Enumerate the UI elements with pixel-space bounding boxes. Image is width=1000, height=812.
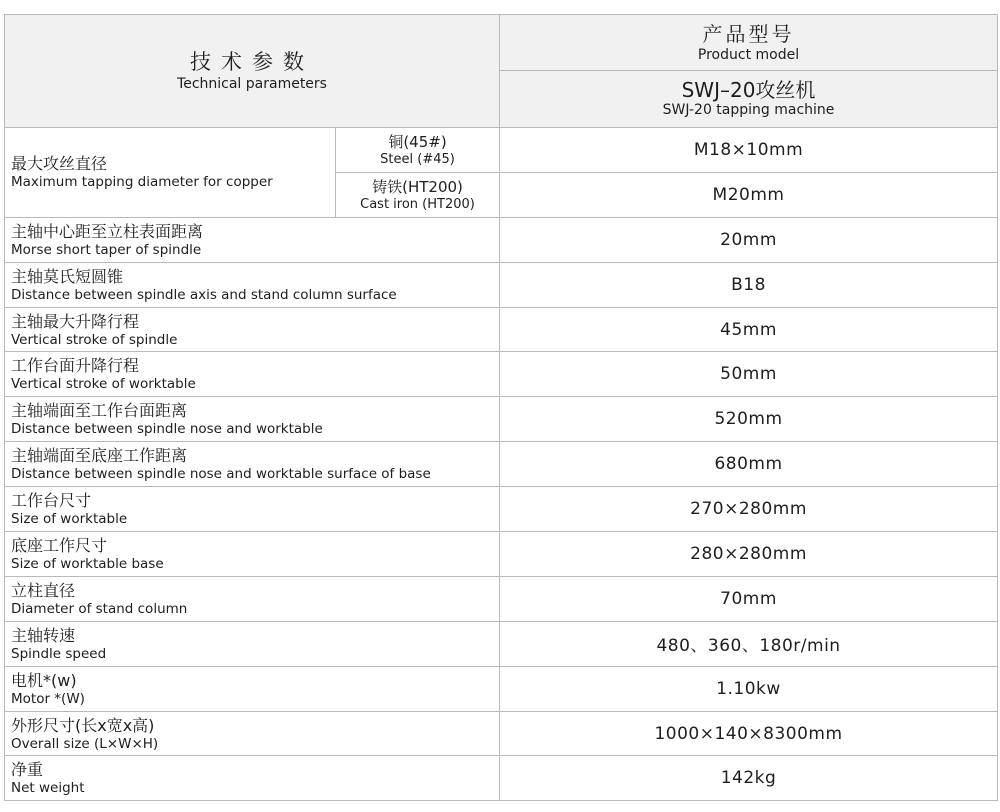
row-label-en: Size of worktable <box>11 511 128 528</box>
row-label-zh: 外形尺寸(长x宽x高) <box>11 715 155 735</box>
model-name-en: SWJ-20 tapping machine <box>662 102 835 118</box>
sub-label-zh: 铜(45#) <box>388 132 447 151</box>
table-row <box>5 621 998 666</box>
table-row <box>5 397 998 442</box>
row-label-en: Size of worktable base <box>11 555 164 572</box>
table-row <box>5 711 998 756</box>
row-value: M18×10mm <box>500 128 998 173</box>
sub-label-en: Steel (#45) <box>380 151 455 167</box>
row-value: B18 <box>500 262 998 307</box>
iron-sub-cell <box>336 172 500 217</box>
row-value: 142kg <box>500 756 998 801</box>
row-label-zh: 主轴端面至底座工作距离 <box>11 446 188 466</box>
row-value: 480、360、180r/min <box>500 621 998 666</box>
row-label-zh: 主轴莫氏短圆锥 <box>11 266 124 286</box>
row-value: 1000×140×8300mm <box>500 711 998 756</box>
header-row-top <box>5 15 998 71</box>
row-value: 1.10kw <box>500 666 998 711</box>
row-label-cell <box>5 711 500 756</box>
model-title-en: Product model <box>697 46 800 63</box>
row-label-zh: 立柱直径 <box>11 580 76 600</box>
row-label-cell <box>5 397 500 442</box>
sub-label-en: Cast iron (HT200) <box>360 196 475 212</box>
model-name: SWJ–20攻丝机 <box>681 78 816 102</box>
table-row <box>5 217 998 262</box>
row-label-en: Maximum tapping diameter for copper <box>11 174 273 191</box>
row-label-en: Net weight <box>11 780 85 797</box>
row-label-en: Distance between spindle nose and worktable surface of base <box>11 466 431 483</box>
row-label-zh: 底座工作尺寸 <box>11 535 108 555</box>
table-row <box>5 666 998 711</box>
row-label-en: Spindle speed <box>11 645 107 662</box>
model-header-cell <box>500 15 998 71</box>
params-title-zh: 技术参数 <box>190 50 314 74</box>
table-row <box>5 756 998 801</box>
row-label-cell <box>5 621 500 666</box>
row-label-zh: 主轴转速 <box>11 625 76 645</box>
row-label-cell <box>5 217 500 262</box>
row-label-zh: 工作台尺寸 <box>11 491 92 511</box>
row-label-en: Vertical stroke of worktable <box>11 376 196 393</box>
params-title-en: Technical parameters <box>177 76 327 92</box>
table-row <box>5 307 998 352</box>
row-label-cell <box>5 442 500 487</box>
row-label-cell <box>5 666 500 711</box>
row-value: 45mm <box>500 307 998 352</box>
row-value: 270×280mm <box>500 487 998 532</box>
model-title-zh: 产品型号 <box>702 21 795 46</box>
table-row <box>5 532 998 577</box>
params-header-cell <box>5 15 500 128</box>
row-label-cell <box>5 487 500 532</box>
table-row <box>5 262 998 307</box>
row-value: 520mm <box>500 397 998 442</box>
row-label-cell <box>5 756 500 801</box>
row-label-cell <box>5 262 500 307</box>
table-row <box>5 128 998 173</box>
row-value: 20mm <box>500 217 998 262</box>
row-label-zh: 主轴最大升降行程 <box>11 311 140 331</box>
row-label-en: Morse short taper of spindle <box>11 241 202 258</box>
row-value: 50mm <box>500 352 998 397</box>
table-row <box>5 487 998 532</box>
row-label-en: Vertical stroke of spindle <box>11 331 178 348</box>
row-label-cell <box>5 307 500 352</box>
row-label-en: Overall size (L×W×H) <box>11 735 159 752</box>
steel-sub-cell <box>336 128 500 173</box>
row-label-cell <box>5 352 500 397</box>
spec-table <box>4 14 998 801</box>
table-row <box>5 352 998 397</box>
table-row <box>5 442 998 487</box>
row-label-en: Distance between spindle nose and worktable <box>11 421 323 438</box>
max-tap-label-cell <box>5 128 336 218</box>
row-label-zh: 主轴中心距至立柱表面距离 <box>11 221 204 241</box>
row-label-zh: 工作台面升降行程 <box>11 356 140 376</box>
table-row <box>5 576 998 621</box>
model-name-cell <box>500 71 998 128</box>
row-label-zh: 净重 <box>11 760 44 780</box>
row-label-en: Motor *(W) <box>11 690 85 707</box>
row-label-zh: 电机*(w) <box>11 670 77 690</box>
row-label-cell <box>5 532 500 577</box>
row-label-zh: 最大攻丝直径 <box>11 154 108 174</box>
row-label-en: Distance between spindle axis and stand column surface <box>11 286 397 303</box>
row-label-en: Diameter of stand column <box>11 600 188 617</box>
row-value: 680mm <box>500 442 998 487</box>
row-label-zh: 主轴端面至工作台面距离 <box>11 401 188 421</box>
row-label-cell <box>5 576 500 621</box>
row-value: 280×280mm <box>500 532 998 577</box>
sub-label-zh: 铸铁(HT200) <box>372 177 463 196</box>
row-value: 70mm <box>500 576 998 621</box>
row-value: M20mm <box>500 172 998 217</box>
